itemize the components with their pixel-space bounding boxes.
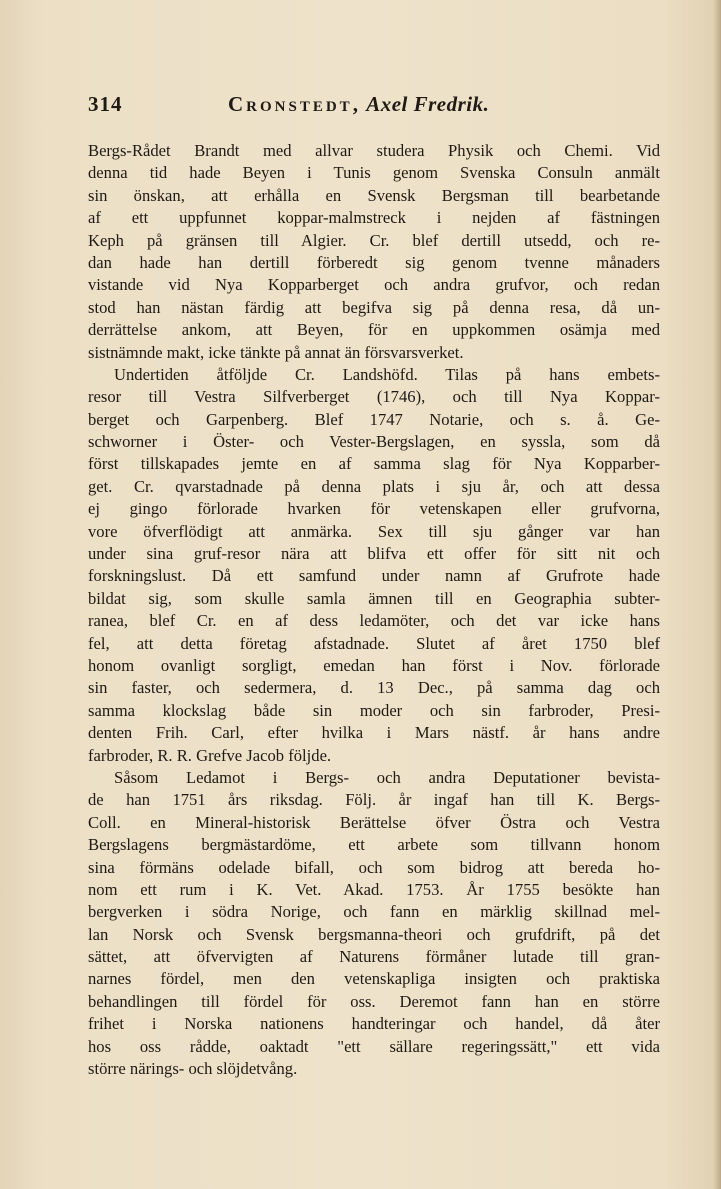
text-line: vistande vid Nya Kopparberget och andra grufvor, och redan [88, 275, 660, 295]
text-line: ranea, blef Cr. en af dess ledamöter, och det var icke hans [88, 611, 660, 631]
page-edge-shadow [713, 0, 721, 1189]
text-line: resor till Vestra Silfverberget (1746), och till Nya Koppar- [88, 387, 660, 407]
text-line: dan hade han dertill förberedt sig genom tvenne månaders [88, 252, 660, 272]
text-line: Coll. en Mineral-historisk Berättelse öfver Östra och Vestra [88, 812, 660, 832]
text-line: lan Norsk och Svensk bergsmanna-theori och grufdrift, på det [88, 924, 660, 944]
text-line: derrättelse ankom, att Beyen, för en uppkommen osämja med [88, 320, 660, 340]
page-header [88, 92, 648, 122]
text-line: sin faster, och sedermera, d. 13 Dec., på samma dag och [88, 678, 660, 698]
text-line: schworner i Öster- och Vester-Bergslagen, en syssla, som då [88, 432, 660, 452]
text-line: Såsom Ledamot i Bergs- och andra Deputationer bevista- [114, 767, 660, 787]
text-line: vore öfverflödigt att anmärka. Sex till sju gånger var han [88, 521, 660, 541]
text-line: Bergs-Rådet Brandt med allvar studera Physik och Chemi. Vid [88, 141, 660, 160]
running-title-surname: Cronstedt, [228, 92, 361, 116]
page-number: 314 [88, 92, 123, 116]
text-line: berget och Garpenberg. Blef 1747 Notarie, och s. å. Ge- [88, 409, 660, 429]
text-line: sättet, att öfvervigten af Naturens förmåner lutade till gran- [88, 947, 660, 967]
text-line: sin önskan, att erhålla en Svensk Bergsman till bearbetande [88, 185, 660, 205]
text-line: Bergslagens bergmästardöme, ett arbete som tillvann honom [88, 835, 660, 855]
text-line: bergverken i södra Norige, och fann en märklig skillnad mel- [88, 902, 660, 922]
text-line: stod han nästan färdig att begifva sig på denna resa, då un- [88, 297, 660, 317]
text-line: större närings- och slöjdetvång. [88, 1059, 298, 1079]
text-line: forskningslust. Då ett samfund under namn af Grufrote hade [88, 566, 660, 586]
text-line: sina förmäns odelade bifall, och som bidrog att bereda ho- [88, 857, 660, 877]
text-line: nom ett rum i K. Vet. Akad. 1753. År 1755 besökte han [88, 879, 660, 899]
text-line: de han 1751 års riksdag. Följ. år ingaf han till K. Bergs- [88, 790, 660, 810]
text-line: denna tid hade Beyen i Tunis genom Svenska Consuln anmält [88, 163, 660, 183]
text-line: under sina gruf-resor nära att blifva ett offer för sitt nit och [88, 544, 660, 564]
text-line: ej gingo förlorade hvarken för vetenskapen eller grufvorna, [88, 499, 660, 519]
text-line: sistnämnde makt, icke tänkte på annat än försvarsverket. [88, 342, 464, 362]
text-line: denten Frih. Carl, efter hvilka i Mars nästf. år hans andre [88, 723, 660, 743]
text-line: af ett uppfunnet koppar-malmstreck i nejden af fästningen [88, 208, 660, 228]
text-line: Undertiden åtföljde Cr. Landshöfd. Tilas på hans embets- [114, 364, 660, 384]
running-title-given: Axel Fredrik. [366, 92, 490, 116]
text-line: behandlingen till fördel för oss. Deremot fann han en större [88, 991, 660, 1011]
text-line: narnes fördel, men den vetenskapliga insigten och praktiska [88, 969, 660, 989]
text-line: bildat sig, som skulle samla ämnen till en Geographia subter- [88, 588, 660, 608]
text-line: samma klockslag både sin moder och sin farbroder, Presi- [88, 700, 660, 720]
text-line: fel, att detta företag afstadnade. Slutet af året 1750 blef [88, 633, 660, 653]
text-line: farbroder, R. R. Grefve Jacob följde. [88, 745, 332, 765]
running-title [228, 92, 489, 117]
text-line: först tillskapades jemte en af samma slag för Nya Kopparber- [88, 454, 660, 474]
text-line: get. Cr. qvarstadnade på denna plats i sju år, och att dessa [88, 476, 660, 496]
text-line: frihet i Norska nationens handteringar och handel, då åter [88, 1014, 660, 1034]
body-text [88, 140, 660, 1080]
text-line: honom ovanligt sorgligt, emedan han först i Nov. förlorade [88, 655, 660, 675]
text-line: Keph på gränsen till Algier. Cr. blef dertill utsedd, och re- [88, 230, 660, 250]
text-line: hos oss rådde, oaktadt "ett sällare regeringssätt," ett vida [88, 1036, 660, 1056]
